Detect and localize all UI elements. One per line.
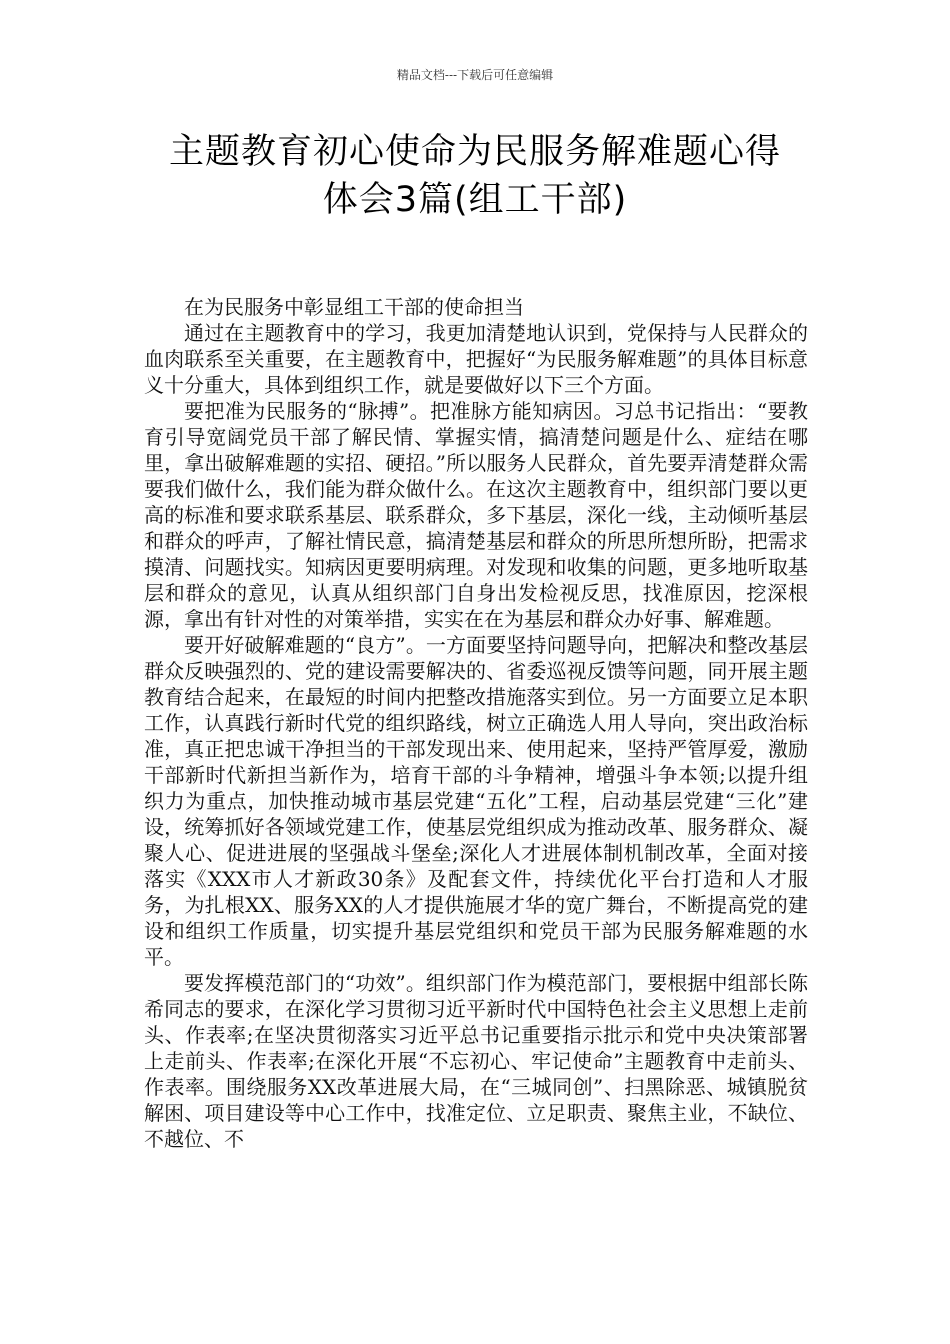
- paragraph: 要开好破解难题的“良方”。一方面要坚持问题导向，把解决和整改基层群众反映强烈的、党的建设需要解决的、省委巡视反馈等问题，同开展主题教育结合起来，在最短的时间内把整改措施落实到位。另一方面要立足本职工作，认真践行新时代党的组织路线，树立正确选人用人导向，突出政治标准，真正把忠诚干净担当的干部发现出来、使用起来，坚持严管厚爱，激励干部新时代新担当新作为，培育干部的斗争精神，增强斗争本领;以提升组织力为重点，加快推动城市基层党建“五化”工程，启动基层党建“三化”建设，统筹抓好各领域党建工作，使基层党组织成为推动改革、服务群众、凝聚人心、促进进展的坚强战斗堡垒;深化人才进展体制机制改革，全面对接落实《XXX市人才新政30条》及配套文件，持续优化平台打造和人才服务，为扎根XX、服务XX的人才提供施展才华的宽广舞台，不断提高党的建设和组织工作质量，切实提升基层党组织和党员干部为民服务解难题的水平。: [144, 633, 808, 969]
- paragraph: 要发挥模范部门的“功效”。组织部门作为模范部门，要根据中组部长陈希同志的要求，在深化学习贯彻习近平新时代中国特色社会主义思想上走前头、作表率;在坚决贯彻落实习近平总书记重要指示批示和党中央决策部署上走前头、作表率;在深化开展“不忘初心、牢记使命”主题教育中走前头、作表率。围绕服务XX改革进展大局，在“三城同创”、扫黑除恶、城镇脱贫解困、项目建设等中心工作中，找准定位、立足职责、聚焦主业，不缺位、不越位、不: [144, 971, 808, 1151]
- document-body: [144, 294, 808, 1152]
- document-title: [120, 128, 830, 224]
- title-line-1: 主题教育初心使命为民服务解难题心得: [168, 132, 781, 172]
- title-line-2: 体会3篇(组工干部): [322, 180, 628, 220]
- header-note: 精品文档---下载后可任意编辑: [396, 68, 554, 82]
- section-heading: 在为民服务中彰显组工干部的使命担当: [184, 295, 524, 319]
- paragraph: 要把准为民服务的“脉搏”。把准脉方能知病因。习总书记指出：“要教育引导宽阔党员干部了解民情、掌握实情，搞清楚问题是什么、症结在哪里，拿出破解难题的实招、硬招。”所以服务人民群众，首先要弄清楚群众需要我们做什么，我们能为群众做什么。在这次主题教育中，组织部门要以更高的标准和要求联系基层、联系群众，多下基层，深化一线，主动倾听基层和群众的呼声，了解社情民意，搞清楚基层和群众的所思所想所盼，把需求摸清、问题找实。知病因更要明病理。对发现和收集的问题，更多地听取基层和群众的意见，认真从组织部门自身出发检视反思，找准原因，挖深根源，拿出有针对性的对策举措，实实在在为基层和群众办好事、解难题。: [144, 399, 808, 631]
- paragraph: 通过在主题教育中的学习，我更加清楚地认识到，党保持与人民群众的血肉联系至关重要，在主题教育中，把握好“为民服务解难题”的具体目标意义十分重大，具体到组织工作，就是要做好以下三个方面。: [144, 321, 808, 397]
